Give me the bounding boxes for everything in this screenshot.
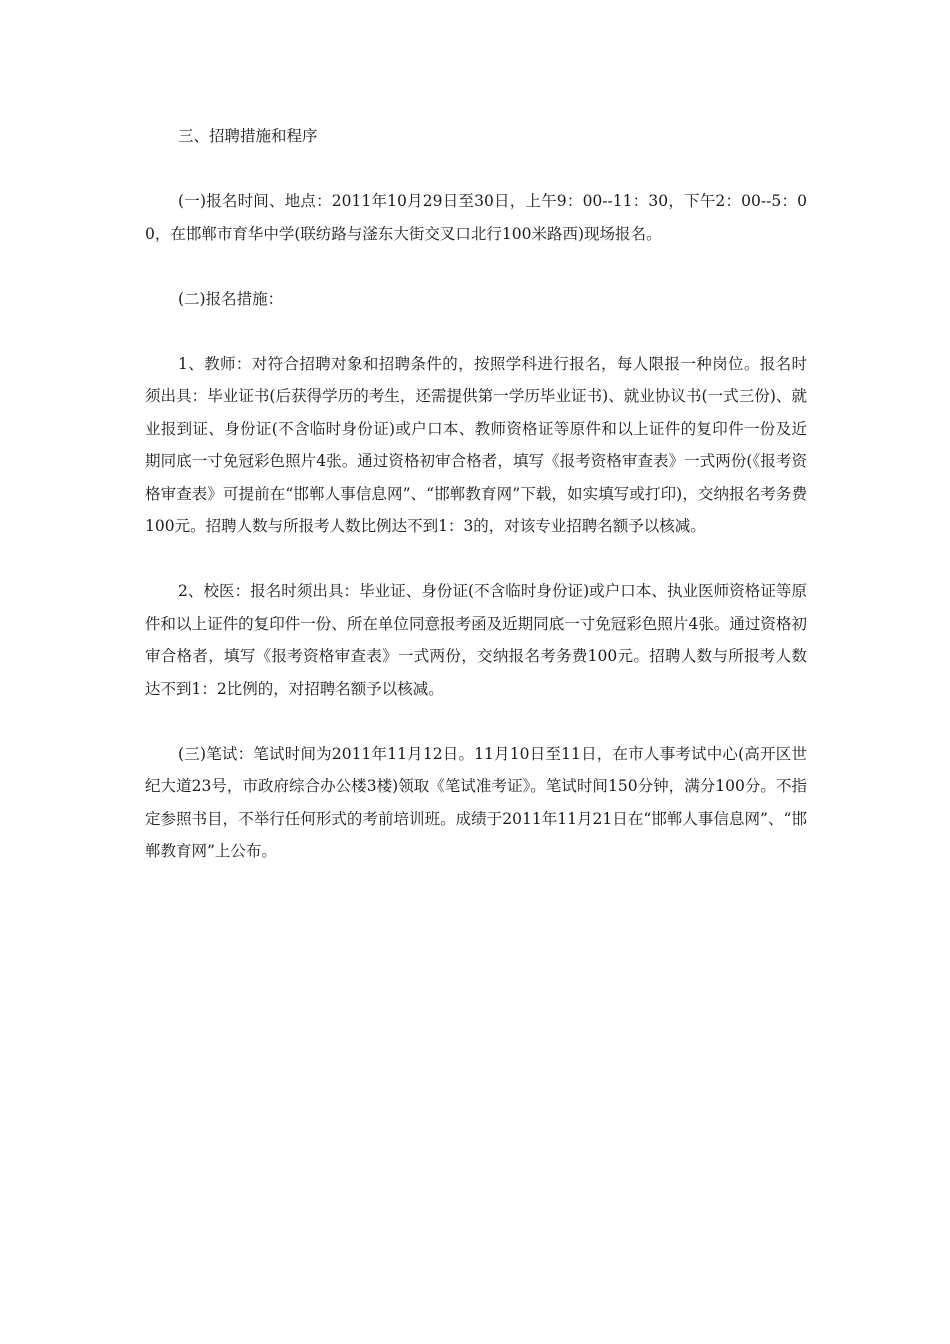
paragraph-spacer xyxy=(145,153,807,186)
paragraph-school-doctor: 2、校医：报名时须出具：毕业证、身份证(不含临时身份证)或户口本、执业医师资格证等原件和以上证件的复印件一份、所在单位同意报考函及近期同底一寸免冠彩色照片4张。通过资格初审合格者，填写《报考资格审查表》一式两份，交纳报名考务费100元。招聘人数与所报考人数达不到1：2比例的，对招聘名额予以核减。 xyxy=(145,582,807,698)
section-heading: 三、招聘措施和程序 xyxy=(178,127,318,145)
paragraph-spacer xyxy=(145,705,807,738)
paragraph-spacer xyxy=(145,315,807,348)
paragraph-teachers: 1、教师：对符合招聘对象和招聘条件的，按照学科进行报名，每人限报一种岗位。报名时须出具：毕业证书(后获得学历的考生，还需提供第一学历毕业证书)、就业协议书(一式三份)、就业报到证、身份证(不含临时身份证)或户口本、教师资格证等原件和以上证件的复印件一份及近期同底一寸免冠彩色照片4张。通过资格初审合格者，填写《报考资格审查表》一式两份(《报考资格审查表》可提前在“邯郸人事信息网”、“邯郸教育网”下载，如实填写或打印)，交纳报名考务费100元。招聘人数与所报考人数比例达不到1：3的，对该专业招聘名额予以核减。 xyxy=(145,354,807,535)
paragraph-spacer xyxy=(145,543,807,576)
paragraph-registration-measures: (二)报名措施： xyxy=(178,289,284,308)
paragraph-spacer xyxy=(145,250,807,283)
paragraph-registration-time: (一)报名时间、地点：2011年10月29日至30日，上午9：00--11：30，下午2：00--5：00，在邯郸市育华中学(联纺路与滏东大街交叉口北行100米路西)现场报名。 xyxy=(145,192,807,243)
paragraph-written-exam: (三)笔试：笔试时间为2011年11月12日。11月10日至11日，在市人事考试中心(高开区世纪大道23号，市政府综合办公楼3楼)领取《笔试准考证》。笔试时间150分钟，满分100分。不指定参照书目，不举行任何形式的考前培训班。成绩于2011年11月21日在“邯郸人事信息网”、“邯郸教育网”上公布。 xyxy=(145,744,807,860)
document-body xyxy=(145,120,807,868)
